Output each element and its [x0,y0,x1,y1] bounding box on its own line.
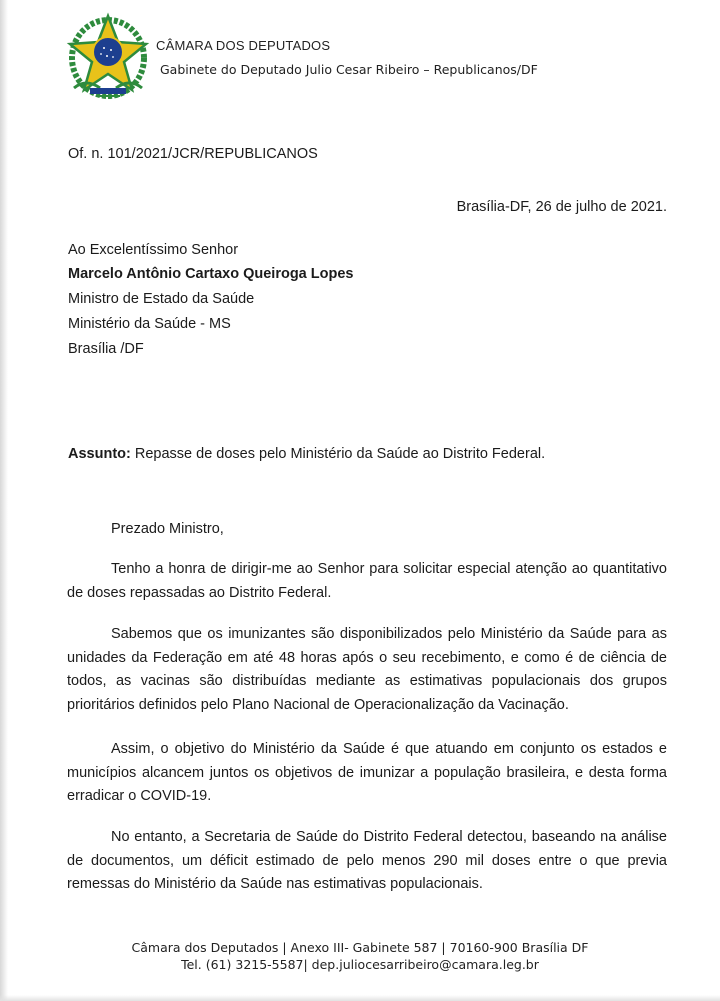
body-paragraph: Assim, o objetivo do Ministério da Saúde é que atuando em conjunto os estados e municípios alcancem juntos os objetivos de imunizar a população brasileira, e desta forma erradicar o COVID-19. [67,741,667,804]
greeting: Prezado Ministro, [111,521,224,537]
letter-reference: Of. n. 101/2021/JCR/REPUBLICANOS [68,146,318,162]
place-date: Brasília-DF, 26 de julho de 2021. [456,199,667,215]
recipient-salutation-line: Ao Excelentíssimo Senhor [68,242,239,258]
footer-contact: Tel. (61) 3215-5587| dep.juliocesarribeiro@camara.leg.br [181,957,539,972]
page-bottom-edge [0,995,720,1001]
subject-label: Assunto: [68,446,131,462]
recipient-name: Marcelo Antônio Cartaxo Queiroga Lopes [68,266,354,282]
body-paragraph: Tenho a honra de dirigir-me ao Senhor para solicitar especial atenção ao quantitativo de doses repassadas ao Distrito Federal. [67,561,667,601]
body-paragraph: No entanto, a Secretaria de Saúde do Distrito Federal detectou, baseando na análise de documentos, um déficit estimado de pelo menos 290 mil doses entre o que previa remessas do Ministério da Saúde nas estimativas populacionais. [67,829,667,892]
coat-of-arms-seal-icon [66,12,150,100]
body-paragraph: Sabemos que os imunizantes são disponibilizados pelo Ministério da Saúde para as unidades da Federação em até 48 horas após o seu recebimento, e como é de ciência de todos, as vacinas são distribuídas mediante as estimativas populacionais dos grupos prioritários definidos pelo Plano Nacional de Operacionalização da Vacinação. [67,626,667,713]
subject-text: Repasse de doses pelo Ministério da Saúde ao Distrito Federal. [130,446,546,462]
page-edge-shadow [0,0,8,1001]
letterhead-office: Gabinete do Deputado Julio Cesar Ribeiro – Republicanos/DF [160,62,538,77]
recipient-organization: Ministério da Saúde - MS [68,316,231,332]
subject-line [68,446,545,462]
footer-address: Câmara dos Deputados | Anexo III- Gabinete 587 | 70160-900 Brasília DF [131,940,589,955]
recipient-title: Ministro de Estado da Saúde [68,291,255,307]
recipient-city: Brasília /DF [68,341,144,357]
letterhead-institution: CÂMARA DOS DEPUTADOS [156,38,331,53]
